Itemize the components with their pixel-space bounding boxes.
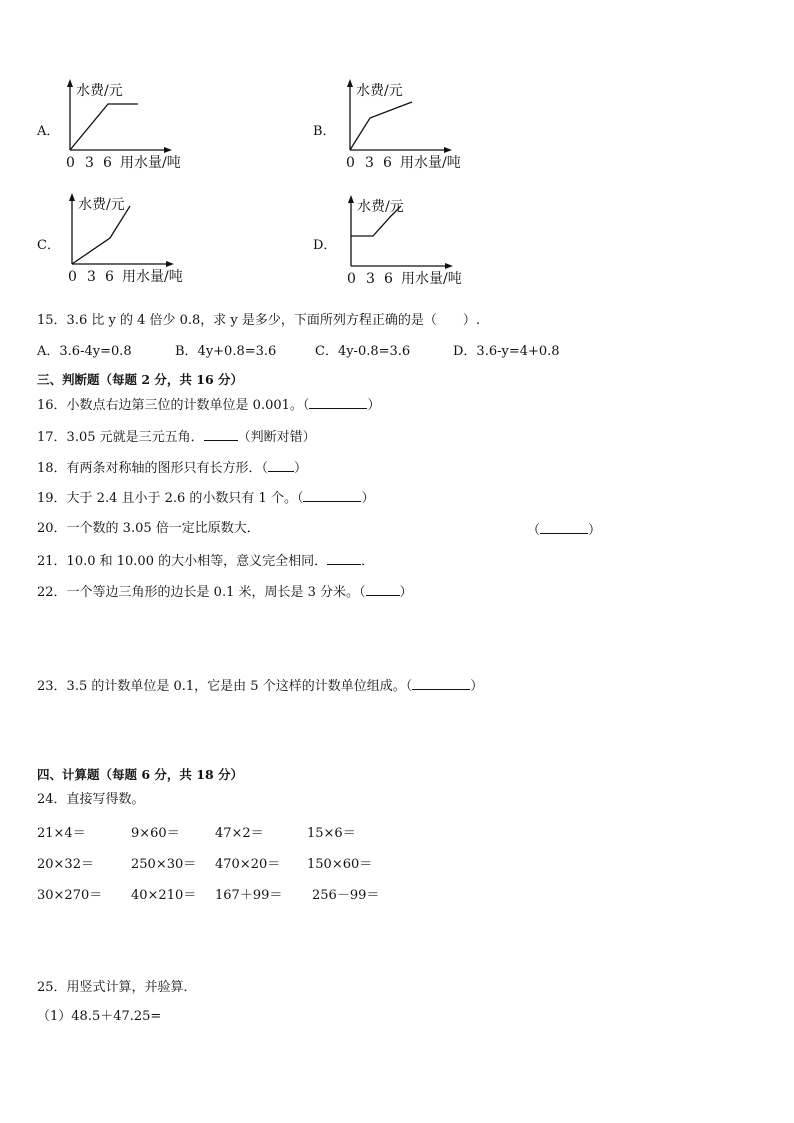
q19-close: ）: [361, 491, 375, 506]
q23-answer-blank[interactable]: [412, 677, 470, 690]
q25-part1: （1）48.5＋47.25=: [37, 1009, 162, 1024]
graph-a-line: [70, 104, 138, 150]
q20-answer-blank[interactable]: [540, 521, 588, 534]
y-axis-arrow: [347, 79, 353, 87]
section3-title: 三、判断题（每题 2 分，共 16 分）: [37, 372, 244, 387]
q15-option-c: C．4y-0.8=3.6: [315, 344, 411, 359]
q20-answer: [527, 521, 601, 539]
tick-6: 6: [105, 269, 114, 285]
q16-text: 16．小数点右边第三位的计数单位是 0.001。（: [37, 398, 310, 413]
q17-text: 17．3.05 元就是三元五角．: [37, 430, 204, 445]
graph-a: [60, 78, 210, 178]
q24-cell: 9×60＝: [131, 826, 180, 841]
graph-c-line: [72, 206, 130, 264]
x-axis-label: 用水量/吨: [401, 271, 462, 287]
section4-title: 四、计算题（每题 6 分，共 18 分）: [37, 767, 244, 782]
tick-6: 6: [384, 271, 393, 287]
q18-text: 18．有两条对称轴的图形只有长方形．（: [37, 461, 269, 476]
y-axis-label: 水费/元: [356, 83, 403, 99]
tick-6: 6: [103, 155, 112, 171]
y-axis-arrow: [69, 193, 75, 201]
x-axis-arrow: [164, 147, 172, 153]
q22-text: 22．一个等边三角形的边长是 0.1 米，周长是 3 分米。（: [37, 585, 366, 600]
x-axis-arrow: [445, 263, 453, 269]
x-axis-label: 用水量/吨: [120, 155, 181, 171]
q25-title: 25．用竖式计算，并验算．: [37, 980, 197, 995]
q24-cell: 40×210＝: [131, 888, 197, 903]
option-a-label: A．: [37, 124, 60, 139]
tick-3: 3: [365, 155, 374, 171]
q15-option-b: B．4y+0.8=3.6: [175, 344, 277, 359]
q24-cell: 150×60＝: [307, 857, 373, 872]
graph-b-line: [350, 102, 412, 150]
q20-text: 20．一个数的 3.05 倍一定比原数大．: [37, 521, 260, 536]
q21-text: 21．10.0 和 10.00 的大小相等，意义完全相同．: [37, 554, 328, 569]
q18-close: ）: [294, 461, 308, 476]
q23: [37, 677, 483, 695]
q18-answer-blank[interactable]: [268, 459, 294, 472]
q21-answer-blank[interactable]: [327, 552, 361, 565]
option-c-label: C．: [37, 238, 60, 253]
q16-close: ）: [367, 398, 381, 413]
q16: [37, 396, 380, 414]
q24-cell: 47×2＝: [215, 826, 264, 841]
q23-text: 23．3.5 的计数单位是 0.1，它是由 5 个这样的计数单位组成。（: [37, 679, 413, 694]
q22-close: ）: [399, 585, 413, 600]
q24-cell: 167＋99＝: [215, 888, 283, 903]
q24-cell: 256－99＝: [312, 888, 380, 903]
q19-text: 19．大于 2.4 且小于 2.6 的小数只有 1 个。（: [37, 491, 304, 506]
option-d-label: D．: [313, 238, 337, 253]
y-axis-label: 水费/元: [76, 83, 123, 99]
graph-b: [340, 78, 490, 178]
q17-answer-blank[interactable]: [204, 428, 238, 441]
y-axis-label: 水费/元: [78, 197, 125, 213]
tick-3: 3: [366, 271, 375, 287]
q15-option-d: D．3.6-y=4+0.8: [453, 344, 560, 359]
graph-d: [341, 194, 491, 294]
q21-suffix: ．: [361, 554, 375, 569]
origin-label: 0: [346, 155, 355, 171]
q24-cell: 30×270＝: [37, 888, 103, 903]
q20-open: （: [527, 523, 541, 538]
graph-c: [62, 192, 212, 292]
y-axis-arrow: [67, 79, 73, 87]
option-b-label: B．: [313, 124, 336, 139]
tick-3: 3: [85, 155, 94, 171]
q21: [37, 552, 374, 570]
tick-6: 6: [383, 155, 392, 171]
q22: [37, 583, 413, 601]
y-axis-arrow: [348, 195, 354, 203]
x-axis-label: 用水量/吨: [400, 155, 461, 171]
q16-answer-blank[interactable]: [309, 396, 367, 409]
origin-label: 0: [68, 269, 77, 285]
q24-cell: 21×4＝: [37, 826, 86, 841]
y-axis-label: 水费/元: [357, 199, 404, 215]
q24-title: 24．直接写得数。: [37, 792, 145, 807]
origin-label: 0: [66, 155, 75, 171]
tick-3: 3: [87, 269, 96, 285]
q18: [37, 459, 307, 477]
x-axis-arrow: [444, 147, 452, 153]
q23-close: ）: [470, 679, 484, 694]
q15-option-a: A．3.6-4y=0.8: [37, 344, 132, 359]
x-axis-label: 用水量/吨: [122, 269, 183, 285]
q22-answer-blank[interactable]: [366, 583, 400, 596]
q24-cell: 20×32＝: [37, 857, 94, 872]
q24-cell: 15×6＝: [307, 826, 356, 841]
origin-label: 0: [347, 271, 356, 287]
q24-cell: 470×20＝: [215, 857, 281, 872]
q15-text: 15．3.6 比 y 的 4 倍少 0.8，求 y 是多少，下面所列方程正确的是（ ）.: [37, 313, 481, 328]
q17: [37, 428, 316, 446]
q19: [37, 489, 374, 507]
q20-close: ）: [588, 523, 602, 538]
q24-cell: 250×30＝: [131, 857, 197, 872]
q19-answer-blank[interactable]: [303, 489, 361, 502]
x-axis-arrow: [166, 261, 174, 267]
q17-suffix: （判断对错）: [237, 430, 316, 445]
